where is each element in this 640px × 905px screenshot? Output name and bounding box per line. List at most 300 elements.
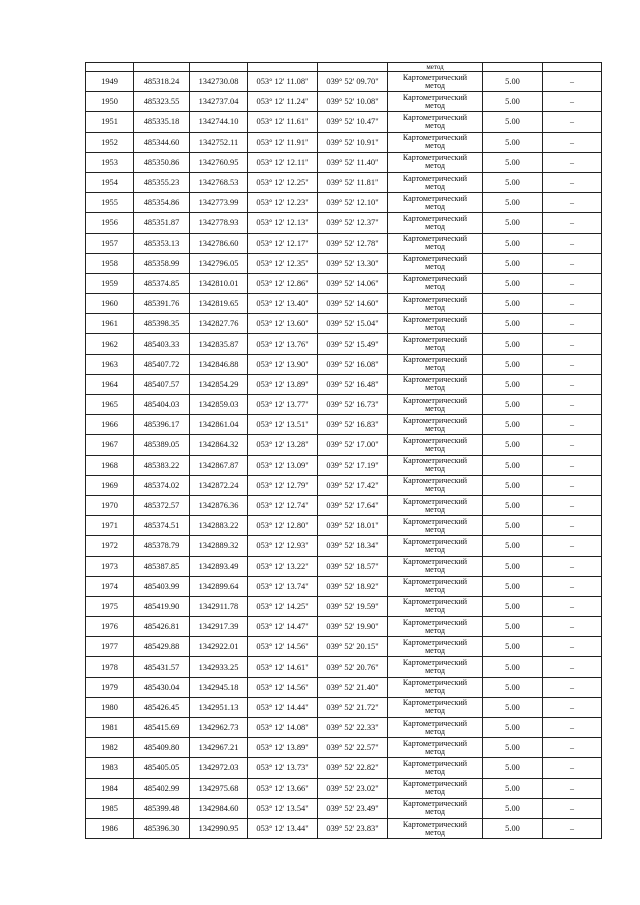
coord-x: 485396.17 (134, 415, 190, 435)
method (388, 818, 483, 838)
method-line1: Картометрический (402, 557, 468, 567)
description: – (543, 778, 602, 798)
accuracy: 5.00 (483, 294, 543, 314)
coord-x: 485358.99 (134, 253, 190, 273)
coord-x: 485387.85 (134, 556, 190, 576)
coord-x: 485318.24 (134, 72, 190, 92)
description: – (543, 112, 602, 132)
coord-x: 485429.88 (134, 637, 190, 657)
longitude: 039° 52' 21.72" (318, 697, 388, 717)
latitude: 053° 12' 11.91" (248, 132, 318, 152)
method-line2: метод (425, 343, 445, 353)
point-number: 1970 (86, 495, 134, 515)
method-line1: Картометрический (402, 92, 468, 102)
latitude: 053° 12' 14.44" (248, 697, 318, 717)
point-number: 1975 (86, 596, 134, 616)
table-row (86, 334, 602, 354)
method-line2: метод (425, 403, 445, 413)
coord-x: 485404.03 (134, 395, 190, 415)
description: – (543, 213, 602, 233)
method (388, 253, 483, 273)
accuracy: 5.00 (483, 172, 543, 192)
point-number: 1984 (86, 778, 134, 798)
coord-x: 485353.13 (134, 233, 190, 253)
method-line1: Картометрический (402, 234, 468, 244)
method (388, 596, 483, 616)
accuracy: 5.00 (483, 92, 543, 112)
point-number: 1950 (86, 92, 134, 112)
method-line2: метод (425, 363, 445, 373)
point-number: 1959 (86, 273, 134, 293)
coord-x: 485378.79 (134, 536, 190, 556)
method-line1: Картометрический (402, 72, 468, 82)
method (388, 233, 483, 253)
latitude: 053° 12' 14.61" (248, 657, 318, 677)
coord-y: 1342967.21 (190, 738, 248, 758)
coord-y: 1342893.49 (190, 556, 248, 576)
description: – (543, 657, 602, 677)
method (388, 475, 483, 495)
longitude: 039° 52' 20.15" (318, 637, 388, 657)
latitude: 053° 12' 13.54" (248, 798, 318, 818)
coord-x: 485430.04 (134, 677, 190, 697)
method (388, 294, 483, 314)
longitude: 039° 52' 23.02" (318, 778, 388, 798)
latitude: 053° 12' 11.08" (248, 72, 318, 92)
description: – (543, 516, 602, 536)
coord-x: 485426.81 (134, 617, 190, 637)
method (388, 395, 483, 415)
description: – (543, 758, 602, 778)
coord-y: 1342737.04 (190, 92, 248, 112)
coord-x: 485431.57 (134, 657, 190, 677)
method-line1: Картометрический (402, 799, 468, 809)
latitude: 053° 12' 12.11" (248, 152, 318, 172)
coord-x: 485419.90 (134, 596, 190, 616)
method-line1: Картометрический (402, 819, 468, 829)
latitude: 053° 12' 13.74" (248, 576, 318, 596)
method-line1: Картометрический (402, 314, 468, 324)
coord-y: 1342744.10 (190, 112, 248, 132)
coord-y: 1342835.87 (190, 334, 248, 354)
latitude: 053° 12' 13.60" (248, 314, 318, 334)
point-number: 1957 (86, 233, 134, 253)
accuracy: 5.00 (483, 152, 543, 172)
accuracy: 5.00 (483, 778, 543, 798)
point-number: 1986 (86, 818, 134, 838)
method-line1: Картометрический (402, 213, 468, 223)
method-line1: Картометрический (402, 153, 468, 163)
description: – (543, 334, 602, 354)
coord-y: 1342922.01 (190, 637, 248, 657)
method-line1: Картометрический (402, 738, 468, 748)
description: – (543, 354, 602, 374)
coord-y: 1342846.88 (190, 354, 248, 374)
coord-y: 1342859.03 (190, 395, 248, 415)
method (388, 778, 483, 798)
coord-y: 1342883.22 (190, 516, 248, 536)
method-line2: метод (425, 242, 445, 252)
method-line2: метод (425, 766, 445, 776)
method (388, 112, 483, 132)
description: – (543, 395, 602, 415)
method-line2: метод (425, 787, 445, 797)
coord-y: 1342760.95 (190, 152, 248, 172)
point-number: 1963 (86, 354, 134, 374)
method-line1: Картометрический (402, 375, 468, 385)
table-row (86, 314, 602, 334)
method-line2: метод (425, 201, 445, 211)
longitude: 039° 52' 23.83" (318, 818, 388, 838)
method (388, 435, 483, 455)
method-line2: метод (425, 80, 445, 90)
coord-x: 485335.18 (134, 112, 190, 132)
accuracy: 5.00 (483, 132, 543, 152)
latitude: 053° 12' 11.24" (248, 92, 318, 112)
longitude: 039° 52' 13.30" (318, 253, 388, 273)
accuracy: 5.00 (483, 657, 543, 677)
method-line2: метод (425, 827, 445, 837)
accuracy: 5.00 (483, 495, 543, 515)
accuracy: 5.00 (483, 556, 543, 576)
accuracy: 5.00 (483, 516, 543, 536)
table-row (86, 172, 602, 192)
point-number: 1967 (86, 435, 134, 455)
coord-y: 1342854.29 (190, 374, 248, 394)
accuracy: 5.00 (483, 697, 543, 717)
point-number: 1985 (86, 798, 134, 818)
latitude: 053° 12' 13.89" (248, 374, 318, 394)
point-number: 1955 (86, 193, 134, 213)
accuracy: 5.00 (483, 718, 543, 738)
table-row (86, 112, 602, 132)
method-line2: метод (425, 504, 445, 514)
longitude: 039° 52' 11.40" (318, 152, 388, 172)
table-row (86, 294, 602, 314)
point-number: 1964 (86, 374, 134, 394)
method (388, 677, 483, 697)
latitude: 053° 12' 12.80" (248, 516, 318, 536)
longitude: 039° 52' 17.19" (318, 455, 388, 475)
longitude: 039° 52' 14.60" (318, 294, 388, 314)
description: – (543, 233, 602, 253)
method-line1: Картометрический (402, 335, 468, 345)
latitude: 053° 12' 14.56" (248, 637, 318, 657)
description: – (543, 374, 602, 394)
method (388, 455, 483, 475)
longitude: 039° 52' 15.49" (318, 334, 388, 354)
latitude: 053° 12' 12.74" (248, 495, 318, 515)
longitude: 039° 52' 22.33" (318, 718, 388, 738)
method (388, 72, 483, 92)
longitude: 039° 52' 17.42" (318, 475, 388, 495)
description: – (543, 273, 602, 293)
description: – (543, 193, 602, 213)
method-line2: метод (425, 524, 445, 534)
latitude: 053° 12' 12.25" (248, 172, 318, 192)
point-number: 1951 (86, 112, 134, 132)
description: – (543, 596, 602, 616)
method-line2: метод (425, 161, 445, 171)
description: – (543, 637, 602, 657)
description: – (543, 455, 602, 475)
longitude: 039° 52' 23.49" (318, 798, 388, 818)
point-number: 1969 (86, 475, 134, 495)
accuracy: 5.00 (483, 536, 543, 556)
method (388, 374, 483, 394)
description: – (543, 677, 602, 697)
method-line2: метод (425, 645, 445, 655)
table-row (86, 778, 602, 798)
method (388, 172, 483, 192)
longitude: 039° 52' 10.91" (318, 132, 388, 152)
latitude: 053° 12' 12.93" (248, 536, 318, 556)
longitude: 039° 52' 22.82" (318, 758, 388, 778)
accuracy: 5.00 (483, 798, 543, 818)
coord-y: 1342876.36 (190, 495, 248, 515)
table-row (86, 576, 602, 596)
table-row (86, 193, 602, 213)
coord-x: 485426.45 (134, 697, 190, 717)
table-row (86, 657, 602, 677)
latitude: 053° 12' 14.08" (248, 718, 318, 738)
coord-y: 1342773.99 (190, 193, 248, 213)
coord-y: 1342975.68 (190, 778, 248, 798)
method-line2: метод (425, 464, 445, 474)
point-number: 1949 (86, 72, 134, 92)
table-row (86, 233, 602, 253)
point-number: 1971 (86, 516, 134, 536)
table-row (86, 395, 602, 415)
method-line2: метод (425, 443, 445, 453)
method (388, 273, 483, 293)
coord-x: 485407.72 (134, 354, 190, 374)
method-line2: метод (425, 383, 445, 393)
coord-x: 485398.35 (134, 314, 190, 334)
table-row (86, 697, 602, 717)
latitude: 053° 12' 12.79" (248, 475, 318, 495)
latitude: 053° 12' 13.73" (248, 758, 318, 778)
method (388, 556, 483, 576)
coord-y: 1342990.95 (190, 818, 248, 838)
description: – (543, 92, 602, 112)
method-line2: метод (425, 282, 445, 292)
longitude: 039° 52' 16.73" (318, 395, 388, 415)
table-row (86, 677, 602, 697)
method (388, 193, 483, 213)
accuracy: 5.00 (483, 637, 543, 657)
accuracy: 5.00 (483, 273, 543, 293)
point-number: 1978 (86, 657, 134, 677)
longitude: 039° 52' 09.70" (318, 72, 388, 92)
point-number: 1974 (86, 576, 134, 596)
method-line2: метод (425, 423, 445, 433)
accuracy: 5.00 (483, 233, 543, 253)
coord-y: 1342972.03 (190, 758, 248, 778)
method-line2: метод (425, 807, 445, 817)
method-line1: Картометрический (402, 435, 468, 445)
coord-y: 1342796.05 (190, 253, 248, 273)
coord-x: 485389.05 (134, 435, 190, 455)
method-line1: Картометрический (402, 597, 468, 607)
accuracy: 5.00 (483, 455, 543, 475)
description: – (543, 617, 602, 637)
latitude: 053° 12' 14.47" (248, 617, 318, 637)
method (388, 334, 483, 354)
description: – (543, 172, 602, 192)
coord-x: 485351.87 (134, 213, 190, 233)
table-row (86, 72, 602, 92)
table-row (86, 92, 602, 112)
coord-x: 485374.02 (134, 475, 190, 495)
coord-x: 485396.30 (134, 818, 190, 838)
point-number: 1952 (86, 132, 134, 152)
accuracy: 5.00 (483, 112, 543, 132)
longitude: 039° 52' 17.00" (318, 435, 388, 455)
description: – (543, 556, 602, 576)
latitude: 053° 12' 13.22" (248, 556, 318, 576)
point-number: 1965 (86, 395, 134, 415)
description: – (543, 536, 602, 556)
table-row-continued (86, 63, 602, 72)
coord-y: 1342864.32 (190, 435, 248, 455)
table-row (86, 536, 602, 556)
coord-x: 485399.48 (134, 798, 190, 818)
latitude: 053° 12' 12.23" (248, 193, 318, 213)
table-row (86, 152, 602, 172)
method-line2: метод (425, 221, 445, 231)
description: – (543, 152, 602, 172)
latitude: 053° 12' 14.56" (248, 677, 318, 697)
method-line1: Картометрический (402, 496, 468, 506)
method-line2: метод (425, 585, 445, 595)
table-row (86, 758, 602, 778)
longitude: 039° 52' 14.06" (318, 273, 388, 293)
point-number: 1962 (86, 334, 134, 354)
description: – (543, 798, 602, 818)
accuracy: 5.00 (483, 354, 543, 374)
method (388, 213, 483, 233)
description: – (543, 415, 602, 435)
accuracy: 5.00 (483, 617, 543, 637)
accuracy: 5.00 (483, 334, 543, 354)
method (388, 617, 483, 637)
description: – (543, 576, 602, 596)
coord-y: 1342810.01 (190, 273, 248, 293)
coord-y: 1342951.13 (190, 697, 248, 717)
method-line2: метод (425, 120, 445, 130)
method (388, 536, 483, 556)
method-line1: Картометрический (402, 577, 468, 587)
latitude: 053° 12' 12.86" (248, 273, 318, 293)
method (388, 132, 483, 152)
description: – (543, 697, 602, 717)
method-line2: метод (425, 262, 445, 272)
table-row (86, 435, 602, 455)
method-line1: Картометрический (402, 637, 468, 647)
table-row (86, 273, 602, 293)
coord-y: 1342730.08 (190, 72, 248, 92)
table-row (86, 374, 602, 394)
method-line1: Картометрический (402, 779, 468, 789)
accuracy: 5.00 (483, 576, 543, 596)
method (388, 798, 483, 818)
coord-x: 485403.33 (134, 334, 190, 354)
accuracy: 5.00 (483, 738, 543, 758)
coord-y: 1342827.76 (190, 314, 248, 334)
coord-y: 1342911.78 (190, 596, 248, 616)
longitude: 039° 52' 10.08" (318, 92, 388, 112)
table-row (86, 213, 602, 233)
method-line2: метод (425, 686, 445, 696)
point-number: 1953 (86, 152, 134, 172)
table-row (86, 617, 602, 637)
coord-x: 485415.69 (134, 718, 190, 738)
coord-y: 1342861.04 (190, 415, 248, 435)
point-number: 1961 (86, 314, 134, 334)
point-number: 1981 (86, 718, 134, 738)
accuracy: 5.00 (483, 596, 543, 616)
longitude: 039° 52' 12.37" (318, 213, 388, 233)
description: – (543, 314, 602, 334)
table-body (86, 63, 602, 839)
coord-y: 1342899.64 (190, 576, 248, 596)
coord-y: 1342778.93 (190, 213, 248, 233)
coord-y: 1342819.65 (190, 294, 248, 314)
latitude: 053° 12' 13.09" (248, 455, 318, 475)
method (388, 637, 483, 657)
table-row (86, 718, 602, 738)
coordinates-table (85, 62, 602, 839)
latitude: 053° 12' 13.77" (248, 395, 318, 415)
latitude: 053° 12' 13.28" (248, 435, 318, 455)
coord-y: 1342917.39 (190, 617, 248, 637)
accuracy: 5.00 (483, 415, 543, 435)
coord-y: 1342786.60 (190, 233, 248, 253)
point-number: 1966 (86, 415, 134, 435)
coord-x: 485409.80 (134, 738, 190, 758)
coord-y: 1342984.60 (190, 798, 248, 818)
longitude: 039° 52' 12.78" (318, 233, 388, 253)
method-line1: Картометрический (402, 617, 468, 627)
accuracy: 5.00 (483, 818, 543, 838)
method (388, 415, 483, 435)
method (388, 758, 483, 778)
method (388, 516, 483, 536)
coord-y: 1342945.18 (190, 677, 248, 697)
method-line2: метод (425, 666, 445, 676)
coord-x: 485383.22 (134, 455, 190, 475)
method-line2: метод (425, 181, 445, 191)
table-row (86, 637, 602, 657)
accuracy: 5.00 (483, 193, 543, 213)
description: – (543, 475, 602, 495)
method-line2: метод (425, 625, 445, 635)
coord-x: 485344.60 (134, 132, 190, 152)
latitude: 053° 12' 13.66" (248, 778, 318, 798)
table-row (86, 798, 602, 818)
method-line1: Картометрический (402, 254, 468, 264)
table-row (86, 455, 602, 475)
longitude: 039° 52' 18.34" (318, 536, 388, 556)
table-row (86, 415, 602, 435)
coord-x: 485354.86 (134, 193, 190, 213)
method-line1: Картометрический (402, 456, 468, 466)
point-number: 1958 (86, 253, 134, 273)
method-line1: Картометрический (402, 698, 468, 708)
point-number: 1960 (86, 294, 134, 314)
table-row (86, 495, 602, 515)
